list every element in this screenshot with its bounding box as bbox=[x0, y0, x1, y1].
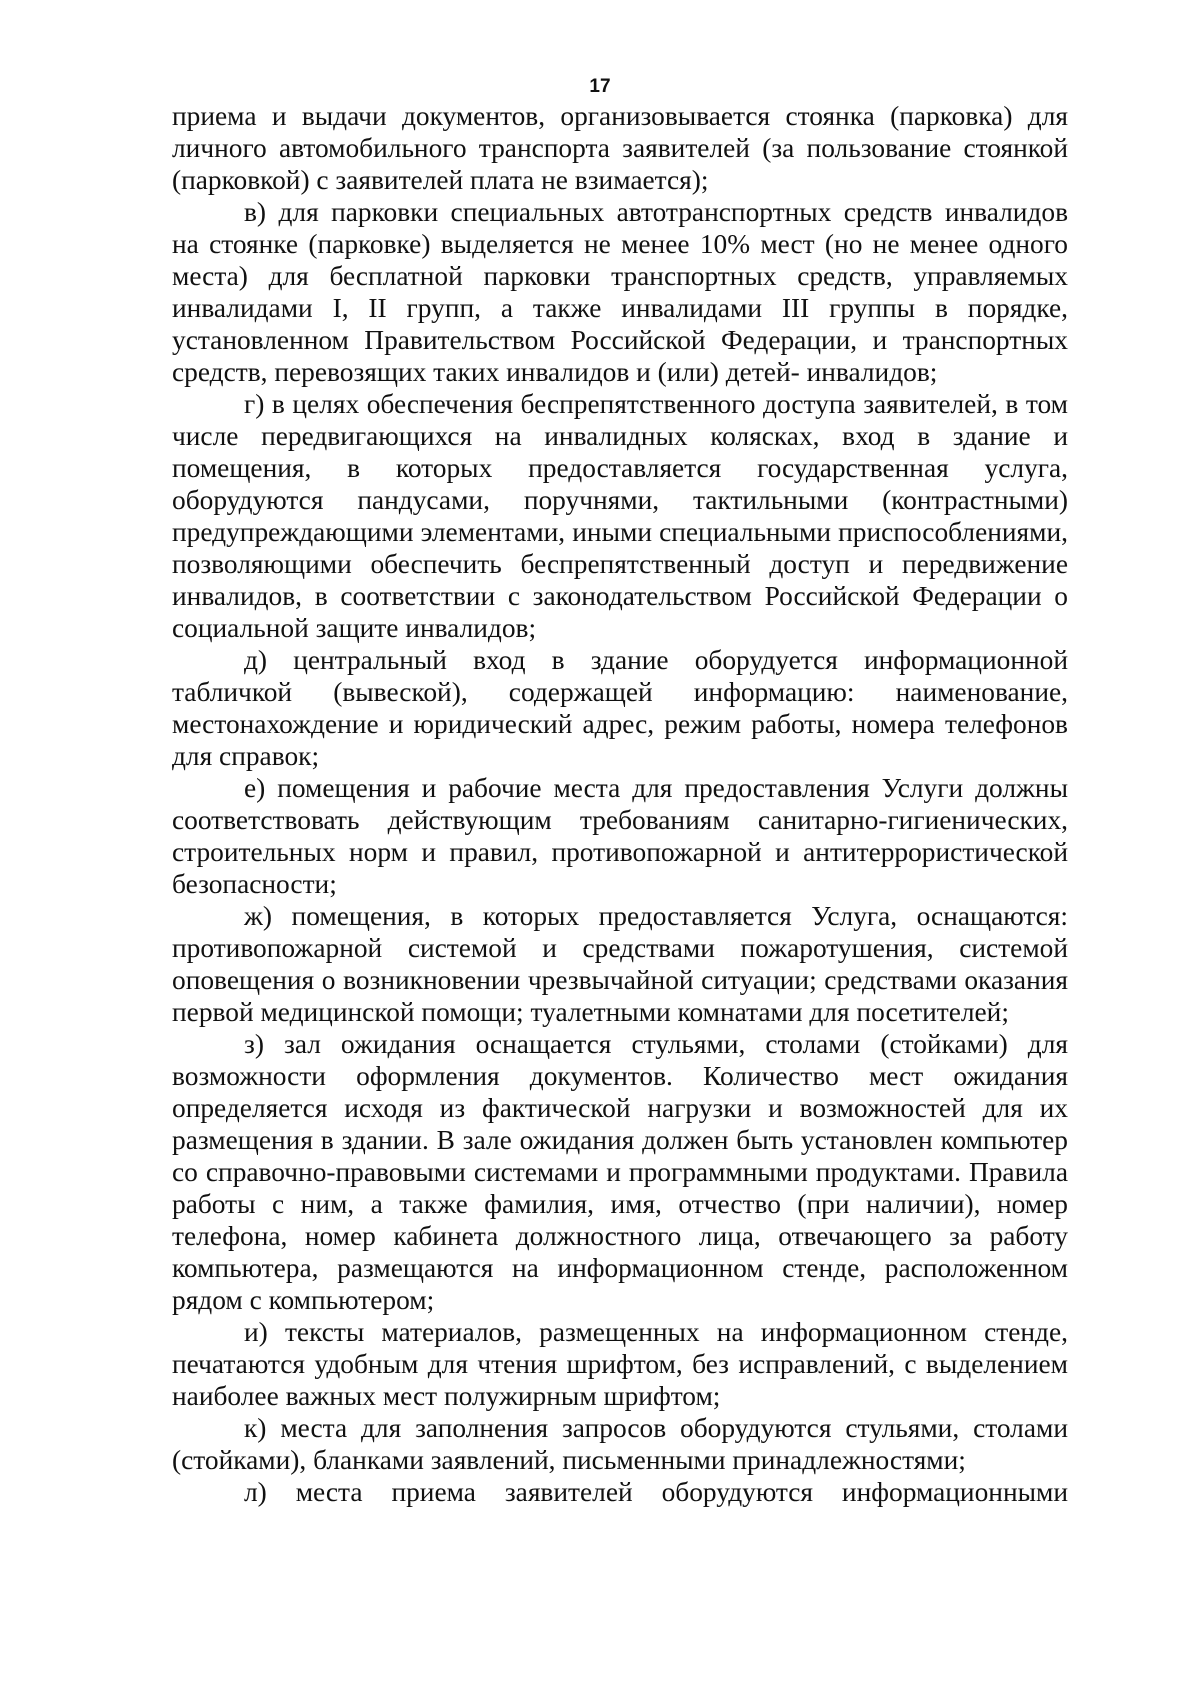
paragraph-continuation: приема и выдачи документов, организовывается стоянка (парковка) для личного автомобильного транспорта заявителей (за пользование стоянкой (парковкой) с заявителей плата не взимается); bbox=[172, 101, 1068, 195]
document-body bbox=[172, 100, 1068, 1508]
paragraph-z: з) зал ожидания оснащается стульями, столами (стойками) для возможности оформления документов. Количество мест ожидания определяется исходя из фактической нагрузки и возможностей для их размещения в здании. В зале ожидания должен быть установлен компьютер со справочно-правовыми системами и программными продуктами. Правила работы с ним, а также фамилия, имя, отчество (при наличии), номер телефона, номер кабинета должностного лица, отвечающего за работу компьютера, размещаются на информационном стенде, расположенном рядом с компьютером; bbox=[172, 1029, 1068, 1315]
paragraph-v: в) для парковки специальных автотранспортных средств инвалидов на стоянке (парковке) выделяется не менее 10% мест (но не менее одного места) для бесплатной парковки транспортных средств, управляемых инвалидами I, II групп, а также инвалидами III группы в порядке, установленном Правительством Российской Федерации, и транспортных средств, перевозящих таких инвалидов и (или) детей- инвалидов; bbox=[172, 197, 1068, 387]
paragraph-i: и) тексты материалов, размещенных на информационном стенде, печатаются удобным для чтения шрифтом, без исправлений, с выделением наиболее важных мест полужирным шрифтом; bbox=[172, 1317, 1068, 1411]
page-number: 17 bbox=[589, 76, 611, 97]
paragraph-e: е) помещения и рабочие места для предоставления Услуги должны соответствовать действующим требованиям санитарно-гигиенических, строительных норм и правил, противопожарной и антитеррористической безопасности; bbox=[172, 773, 1068, 899]
paragraph-zh: ж) помещения, в которых предоставляется Услуга, оснащаются: противопожарной системой и средствами пожаротушения, системой оповещения о возникновении чрезвычайной ситуации; средствами оказания первой медицинской помощи; туалетными комнатами для посетителей; bbox=[172, 901, 1068, 1027]
paragraph-k: к) места для заполнения запросов оборудуются стульями, столами (стойками), бланками заявлений, письменными принадлежностями; bbox=[172, 1413, 1068, 1475]
paragraph-d: д) центральный вход в здание оборудуется информационной табличкой (вывеской), содержащей информацию: наименование, местонахождение и юридический адрес, режим работы, номера телефонов для справок; bbox=[172, 645, 1068, 771]
paragraph-g: г) в целях обеспечения беспрепятственного доступа заявителей, в том числе передвигающихся на инвалидных колясках, вход в здание и помещения, в которых предоставляется государственная услуга, оборудуются пандусами, поручнями, тактильными (контрастными) предупреждающими элементами, иными специальными приспособлениями, позволяющими обеспечить беспрепятственный доступ и передвижение инвалидов, в соответствии с законодательством Российской Федерации о социальной защите инвалидов; bbox=[172, 389, 1068, 643]
paragraph-l: л) места приема заявителей оборудуются информационными bbox=[244, 1477, 1068, 1507]
